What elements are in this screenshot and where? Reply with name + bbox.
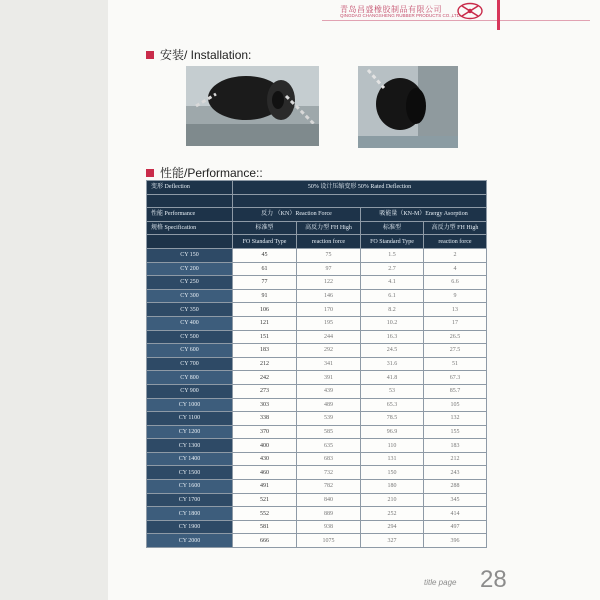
table-row: [147, 425, 487, 439]
spec-cell: CY 1200: [147, 425, 233, 439]
footer-label: title page: [424, 578, 457, 587]
company-name-en: QINGDAO CHANGSHENG RUBBER PRODUCTS CO.,LTD.: [340, 13, 462, 18]
reaction-high-cell: 1075: [297, 534, 361, 548]
energy-standard-cell: 41.8: [361, 371, 424, 385]
table-row: [147, 439, 487, 453]
reaction-standard-cell: 273: [233, 384, 297, 398]
reaction-high-cell: 244: [297, 330, 361, 344]
table-row: [147, 248, 487, 262]
energy-high-cell: 26.5: [424, 330, 487, 344]
energy-high-cell: 51: [424, 357, 487, 371]
reaction-standard-cell: 370: [233, 425, 297, 439]
reaction-high-cell: 585: [297, 425, 361, 439]
spec-cell: CY 1000: [147, 398, 233, 412]
energy-high-cell: 6.6: [424, 276, 487, 290]
reaction-high-cell: 635: [297, 439, 361, 453]
table-row: [147, 316, 487, 330]
reaction-high-cell: 840: [297, 493, 361, 507]
header-accent-bar: [497, 0, 500, 30]
energy-high-cell: 4: [424, 262, 487, 276]
reaction-high-cell: 75: [297, 248, 361, 262]
spec-cell: CY 250: [147, 276, 233, 290]
reaction-high-cell: 439: [297, 384, 361, 398]
energy-standard-cell: 53: [361, 384, 424, 398]
spec-cell: CY 1500: [147, 466, 233, 480]
energy-standard-cell: 327: [361, 534, 424, 548]
standard-type-cn: 标准型: [361, 221, 424, 235]
standard-type-en: FO Standard Type: [233, 235, 297, 249]
high-reaction-cn: 高反力型 FH High: [297, 221, 361, 235]
reaction-high-cell: 341: [297, 357, 361, 371]
reaction-standard-cell: 338: [233, 412, 297, 426]
energy-high-cell: 183: [424, 439, 487, 453]
spec-cell: CY 700: [147, 357, 233, 371]
table-row: [147, 480, 487, 494]
reaction-high-cell: 732: [297, 466, 361, 480]
energy-high-cell: 497: [424, 520, 487, 534]
deflection-value: 50% 设计压缩变形 50% Rated Deflection: [233, 181, 487, 195]
installation-photo-1: [186, 66, 319, 146]
high-reaction-cn: 高反力型 FH High: [424, 221, 487, 235]
reaction-high-cell: 122: [297, 276, 361, 290]
table-row: [147, 507, 487, 521]
reaction-high-cell: 889: [297, 507, 361, 521]
table-row: [147, 520, 487, 534]
energy-high-cell: 396: [424, 534, 487, 548]
energy-standard-cell: 294: [361, 520, 424, 534]
reaction-standard-cell: 151: [233, 330, 297, 344]
table-row: [147, 534, 487, 548]
energy-standard-cell: 110: [361, 439, 424, 453]
table-header-row: [147, 208, 487, 222]
reaction-high-cell: 391: [297, 371, 361, 385]
reaction-standard-cell: 242: [233, 371, 297, 385]
energy-standard-cell: 8.2: [361, 303, 424, 317]
spec-cell: CY 350: [147, 303, 233, 317]
installation-photo-2: [358, 66, 458, 148]
energy-high-cell: 105: [424, 398, 487, 412]
spec-cell: CY 600: [147, 344, 233, 358]
spec-cell: CY 1700: [147, 493, 233, 507]
reaction-standard-cell: 666: [233, 534, 297, 548]
spec-cell: CY 400: [147, 316, 233, 330]
reaction-high-cell: 195: [297, 316, 361, 330]
table-row: [147, 466, 487, 480]
table-row: [147, 412, 487, 426]
header-rule: [322, 20, 590, 21]
performance-heading: [146, 164, 263, 181]
reaction-standard-cell: 183: [233, 344, 297, 358]
reaction-high-cell: 938: [297, 520, 361, 534]
performance-table: [146, 180, 487, 548]
reaction-high-cell: 146: [297, 289, 361, 303]
spec-cell: CY 1600: [147, 480, 233, 494]
energy-standard-cell: 180: [361, 480, 424, 494]
table-header-row: [147, 221, 487, 235]
performance-label: 性能 Performance: [147, 208, 233, 222]
spec-cell: CY 1300: [147, 439, 233, 453]
installation-heading: [146, 46, 251, 63]
reaction-high-cell: 489: [297, 398, 361, 412]
table-row: [147, 398, 487, 412]
reaction-high-cell: 97: [297, 262, 361, 276]
energy-high-cell: 17: [424, 316, 487, 330]
energy-standard-cell: 24.5: [361, 344, 424, 358]
table-row: [147, 371, 487, 385]
energy-high-cell: 414: [424, 507, 487, 521]
table-row: [147, 262, 487, 276]
reaction-standard-cell: 121: [233, 316, 297, 330]
reaction-high-cell: 683: [297, 452, 361, 466]
table-header-row: [147, 235, 487, 249]
energy-standard-cell: 150: [361, 466, 424, 480]
energy-standard-cell: 31.6: [361, 357, 424, 371]
energy-high-cell: 212: [424, 452, 487, 466]
reaction-standard-cell: 45: [233, 248, 297, 262]
specification-label: 规格 Specification: [147, 221, 233, 235]
spec-cell: CY 2000: [147, 534, 233, 548]
reaction-standard-cell: 491: [233, 480, 297, 494]
spec-cell: CY 1100: [147, 412, 233, 426]
reaction-standard-cell: 303: [233, 398, 297, 412]
table-header-spacer-row: [147, 194, 487, 208]
energy-high-cell: 132: [424, 412, 487, 426]
reaction-force-header: 反力 （KN）Reaction Force: [233, 208, 361, 222]
installation-heading-text: 安装/ Installation:: [160, 48, 252, 62]
energy-standard-cell: 1.5: [361, 248, 424, 262]
deflection-label: 变形 Deflection: [147, 181, 233, 195]
reaction-standard-cell: 521: [233, 493, 297, 507]
fender-photo-drawing: [186, 66, 319, 146]
performance-heading-text: 性能/Performance::: [160, 166, 263, 180]
energy-standard-cell: 10.2: [361, 316, 424, 330]
spec-cell: CY 300: [147, 289, 233, 303]
energy-high-cell: 288: [424, 480, 487, 494]
energy-standard-cell: 96.9: [361, 425, 424, 439]
spec-cell: CY 900: [147, 384, 233, 398]
energy-high-cell: 2: [424, 248, 487, 262]
table-row: [147, 289, 487, 303]
table-row: [147, 276, 487, 290]
table-row: [147, 384, 487, 398]
reaction-high-cell: 292: [297, 344, 361, 358]
reaction-standard-cell: 400: [233, 439, 297, 453]
high-reaction-en: reaction force: [297, 235, 361, 249]
table-row: [147, 344, 487, 358]
reaction-standard-cell: 77: [233, 276, 297, 290]
energy-standard-cell: 4.1: [361, 276, 424, 290]
energy-high-cell: 85.7: [424, 384, 487, 398]
energy-standard-cell: 2.7: [361, 262, 424, 276]
header-spacer: [147, 235, 233, 249]
energy-standard-cell: 131: [361, 452, 424, 466]
standard-type-cn: 标准型: [233, 221, 297, 235]
energy-standard-cell: 210: [361, 493, 424, 507]
square-bullet-icon: [146, 51, 154, 59]
header-spacer: [233, 194, 487, 208]
spec-cell: CY 500: [147, 330, 233, 344]
table-row: [147, 303, 487, 317]
energy-high-cell: 27.5: [424, 344, 487, 358]
spec-cell: CY 150: [147, 248, 233, 262]
reaction-high-cell: 170: [297, 303, 361, 317]
high-reaction-en: reaction force: [424, 235, 487, 249]
spec-cell: CY 200: [147, 262, 233, 276]
energy-standard-cell: 65.3: [361, 398, 424, 412]
reaction-high-cell: 782: [297, 480, 361, 494]
standard-type-en: FO Standard Type: [361, 235, 424, 249]
table-header-row: [147, 181, 487, 195]
energy-high-cell: 243: [424, 466, 487, 480]
energy-standard-cell: 6.1: [361, 289, 424, 303]
company-logo-icon: [456, 2, 484, 20]
table-row: [147, 357, 487, 371]
square-bullet-icon: [146, 169, 154, 177]
energy-standard-cell: 78.5: [361, 412, 424, 426]
page-number: 28: [480, 566, 507, 593]
company-name-cn: 青岛昌盛橡胶制品有限公司: [340, 5, 442, 14]
reaction-standard-cell: 91: [233, 289, 297, 303]
reaction-standard-cell: 212: [233, 357, 297, 371]
reaction-standard-cell: 460: [233, 466, 297, 480]
spec-cell: CY 1800: [147, 507, 233, 521]
spec-cell: CY 1900: [147, 520, 233, 534]
energy-high-cell: 13: [424, 303, 487, 317]
energy-high-cell: 9: [424, 289, 487, 303]
reaction-high-cell: 539: [297, 412, 361, 426]
table-row: [147, 493, 487, 507]
energy-standard-cell: 252: [361, 507, 424, 521]
reaction-standard-cell: 581: [233, 520, 297, 534]
energy-high-cell: 155: [424, 425, 487, 439]
energy-high-cell: 67.3: [424, 371, 487, 385]
table-row: [147, 330, 487, 344]
table-row: [147, 452, 487, 466]
spec-cell: CY 1400: [147, 452, 233, 466]
reaction-standard-cell: 106: [233, 303, 297, 317]
energy-high-cell: 345: [424, 493, 487, 507]
reaction-standard-cell: 430: [233, 452, 297, 466]
reaction-standard-cell: 552: [233, 507, 297, 521]
energy-absorption-header: 吸能量（KN-M）Energy Asorption: [361, 208, 487, 222]
fender-side-photo-drawing: [358, 66, 458, 148]
spec-cell: CY 800: [147, 371, 233, 385]
reaction-standard-cell: 61: [233, 262, 297, 276]
header-spacer: [147, 194, 233, 208]
energy-standard-cell: 16.3: [361, 330, 424, 344]
